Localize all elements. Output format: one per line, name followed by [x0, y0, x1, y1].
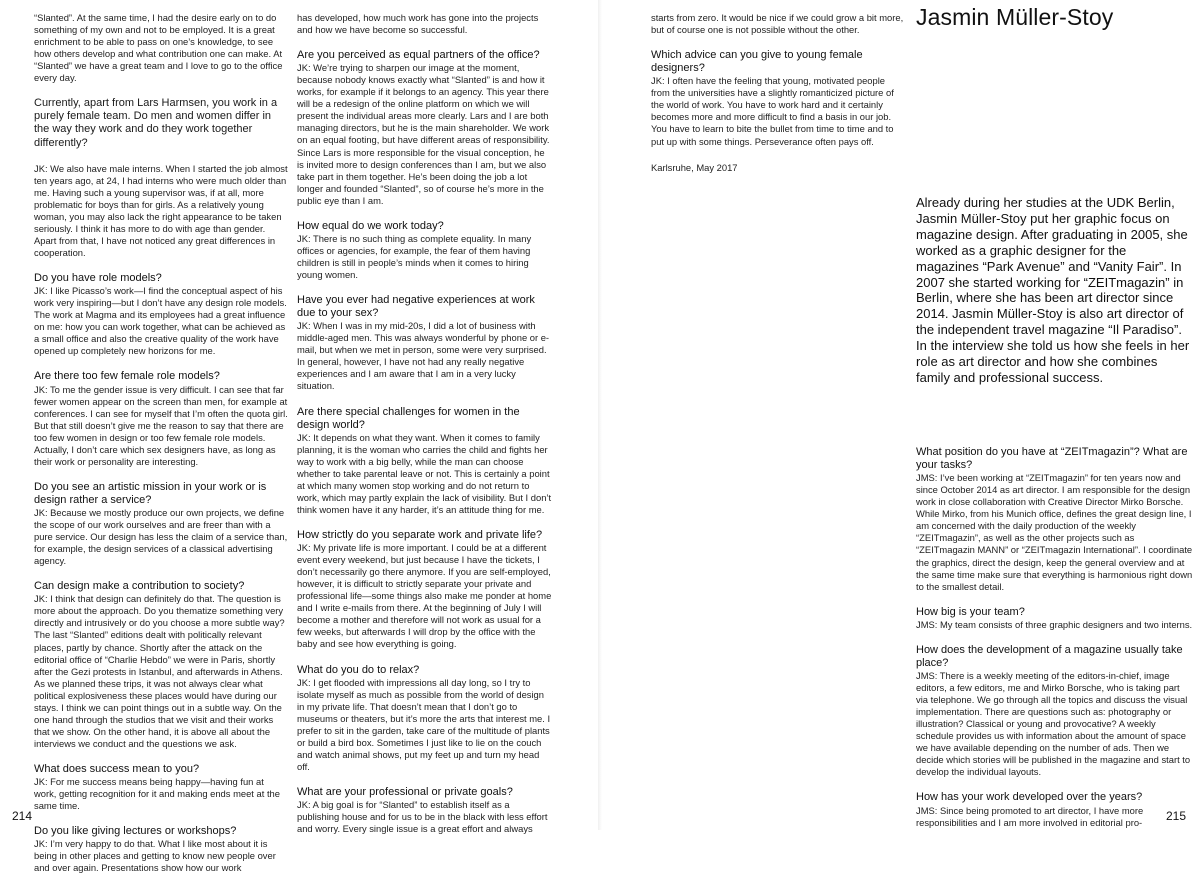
answer: JMS: I’ve been working at “ZEITmagazin” for ten years now and since October 2014 as art director. I am responsible for the design work in close collaboration with Creative Director Mirko Borsche. While Mirko, from his Munich office, defines the great design line, I am concerned with the daily production of the weekly “ZEITmagazin”, as well as the other projects such as “ZEITmagazin MANN” or “ZEITmagazin International”. I coordinate the graphics, direct the design, keep the general overview and at the same time make sure that everything is harmonious right down to the smallest detail. [916, 472, 1193, 592]
answer: JK: It depends on what they want. When it comes to family planning, it is the woman who carries the child and fights her way to work with a big belly, while the man can choose whether to take parental leave or not. This is certainly a point at which many women stop working and do not return to work, which may partly explain the lack of visibility. But I don’t think women have it any harder, it’s an attitude thing for me. [297, 431, 552, 515]
answer: JK: There is no such thing as complete equality. In many offices or agencies, for example, the fear of them having children is still in people’s minds when it comes to hiring young women. [297, 232, 532, 280]
page-number-left: 214 [12, 809, 33, 823]
gutter-shadow [598, 0, 602, 830]
column-4 [916, 446, 1194, 842]
question: What position do you have at “ZEITmagazin”? What are your tasks? [916, 446, 1188, 472]
answer: JK: We also have male interns. When I started the job almost ten years ago, at 24, I had interns who were much older than me. Having such a young supervisor was, if at all, more problematic for boys than for girls. As a relatively young woman, you may also lack the right appearance to be taken seriously. I think it has more to do with age than gender. Apart from that, I have not noticed any great differences in cooperation. [34, 162, 288, 258]
answer: JK: I often have the feeling that young, motivated people from the universities have a slightly romanticized picture of the world of work. You have to work hard and it certainly becomes more and more difficult to find a basis in our job. You have to learn to bite the bullet from time to time and to put up with some things. Perseverance often pays off. [651, 75, 894, 147]
paragraph: starts from zero. It would be nice if we could grow a bit more, but of course one is not possible without the other. [651, 12, 904, 36]
answer: JMS: My team consists of three graphic designers and two interns. [916, 618, 1193, 630]
question: How strictly do you separate work and private life? [297, 529, 543, 542]
answer: JK: I think that design can definitely do that. The question is more about the approach. Do you thematize something very directly and intrusively or do you choose a more subtle way? The last “Slanted” editions dealt with politically relevant places, partly by chance. Shortly after the attack on the editorial office of “Charlie Hebdo” we were in Paris, shortly after the Gezi protests in Istanbul, and afterwards in Athens. As we planned these trips, it was not always clear what political explosiveness these places would have during our stays. I think we can point things out in a subtle way. On the one hand through the studios that we visit and their works that we show. On the other hand, it is above all about the interviews we conduct and the questions we ask. [34, 593, 285, 749]
answer: JK: My private life is more important. I could be at a different event every weekend, but just because I have the tickets, I don’t necessarily go there anymore. If you are self-employed, however, it is difficult to strictly separate your private and professional life—some things also make me ponder at home and I write e-mails from there. At the beginning of July I will become a mother and therefore will not work as usual for a few weeks, but afterwards I will drop by the office with the baby and see how everything is going. [297, 542, 552, 650]
question: Can design make a contribution to society? [34, 580, 245, 593]
interviewee-name: Jasmin Müller-Stoy [916, 4, 1114, 30]
question: How has your work developed over the years? [916, 791, 1143, 804]
column-1 [34, 12, 288, 887]
question: Are there too few female role models? [34, 370, 220, 383]
question: What do you do to relax? [297, 663, 420, 676]
intro-paragraph: Already during her studies at the UDK Berlin, Jasmin Müller-Stoy put her graphic focus on magazine design. After graduating in 2005, she worked as a graphic designer for the magazines “Park Avenue” and “Vanity Fair”. In 2007 she started working for “ZEITmagazin” in Berlin, where she has been art director since 2014. Jasmin Müller-Stoy is also art director of the independent travel magazine “Il Paradiso”. In the interview she told us how she feels in her role as art director and how she combines family and professional success. [916, 195, 1190, 385]
question: Do you like giving lectures or workshops? [34, 825, 237, 838]
answer: JK: A big goal is for “Slanted” to establish itself as a publishing house and for us to be in the black with less effort and worry. Every single issue is a great effort and always [297, 799, 548, 835]
question: Do you have role models? [34, 272, 162, 285]
paragraph: “Slanted”. At the same time, I had the desire early on to do something of my own and not to be employed. It is a great enrichment to be able to pass on one’s knowledge, to see how others develop and what contribution one can make. At “Slanted” we have a great team and I love to go to the office every day. [34, 12, 283, 84]
answer: JK: We’re trying to sharpen our image at the moment, because nobody knows exactly what “Slanted” is and how it works, for example if it belongs to an agency. This year there will be a redesign of the online platform on which we will present the individual areas more clearly. Lars and I are both managing directors, but he is the main shareholder. We work on an equal footing, but have different areas of responsibility. Since Lars is more responsible for the visual conception, he is invited more to design conferences than I am, but we also take part in them together. He’s been doing the job a lot longer and founded “Slanted”, so of course he’s more in the public eye than I am. [297, 62, 550, 206]
question: Which advice can you give to young female designers? [651, 49, 863, 75]
question: How does the development of a magazine usually take place? [916, 643, 1183, 669]
question: What are your professional or private goals? [297, 786, 513, 798]
answer: JK: I’m very happy to do that. What I like most about it is being in other places and getting to know new people over and over again. Presentations show how our work [34, 838, 276, 874]
question: Have you ever had negative experiences at work due to your sex? [297, 294, 535, 320]
place-date: Karlsruhe, May 2017 [651, 161, 738, 173]
column-2 [297, 12, 552, 848]
column-3 [651, 12, 906, 174]
question: Do you see an artistic mission in your work or is design rather a service? [34, 480, 267, 506]
question: Are there special challenges for women in the design world? [297, 405, 520, 431]
question: How big is your team? [916, 605, 1025, 618]
answer: JK: Because we mostly produce our own projects, we define the scope of our work ourselves and are freer than with a pure service. Our design has less the claim of a service than, for example, the design services of a classical advertising agency. [34, 507, 288, 567]
page-number-right: 215 [1165, 809, 1186, 823]
question: Are you perceived as equal partners of the office? [297, 49, 540, 62]
question: What does success mean to you? [34, 762, 200, 775]
answer: JK: I like Picasso’s work—I find the conceptual aspect of his work very inspiring—but I don’t have any design role models. The work at Magma and its employees had a great influence on me: how you can work together, what can be achieved as a small office and also the creative quality of the work have opened up completely new horizons for me. [34, 285, 287, 357]
answer: JMS: There is a weekly meeting of the editors-in-chief, image editors, a few editors, me and Mirko Borsche, who is taking part via telephone. We go through all the topics and discuss the visual implementation. There are questions such as: photography or illustration? Classical or young and provocative? A weekly schedule provides us with information about the amount of space we have available depending on the number of ads. Then we decide which stories will be published in the magazine and start to develop the individual layouts. [916, 669, 1191, 778]
answer: JK: When I was in my mid-20s, I did a lot of business with middle-aged men. This was always wonderful by phone or e-mail, but when we met in person, some were very surprised. In general, however, I have not had any really negative experiences and I am aware that I am in a very lucky situation. [297, 320, 550, 392]
answer: JK: I get flooded with impressions all day long, so I try to isolate myself as much as possible from the world of design in my private life. That doesn’t mean that I don’t go to museums or theaters, but it’s more the arts that interest me. I prefer to sit in the garden, take care of the multitude of plants or build a bird box. Sometimes I just like to lie on the couch and watch animal shows, put my feet up and turn my head off. [297, 676, 551, 772]
lead-question: Currently, apart from Lars Harmsen, you work in a purely female team. Do men and women differ in the way they work and do they work together differently? [34, 97, 278, 149]
answer: JMS: Since being promoted to art director, I have more responsibilities and I am more involved in editorial pro- [916, 804, 1144, 828]
answer: JK: For me success means being happy—having fun at work, getting recognition for it and making ends meet at the same time. [34, 776, 280, 812]
answer: JK: To me the gender issue is very difficult. I can see that far fewer women appear on the screen than men, for example at conferences. I can see for myself that I’m often the quota girl. But that still doesn’t give me the reason to say that there are too few women in design or too few female role models. Actually, I don’t care which sex designers have, as long as their work or personality are interesting. [34, 383, 288, 467]
paragraph: has developed, how much work has gone into the projects and how we have become so successful. [297, 12, 539, 36]
question: How equal do we work today? [297, 219, 444, 232]
